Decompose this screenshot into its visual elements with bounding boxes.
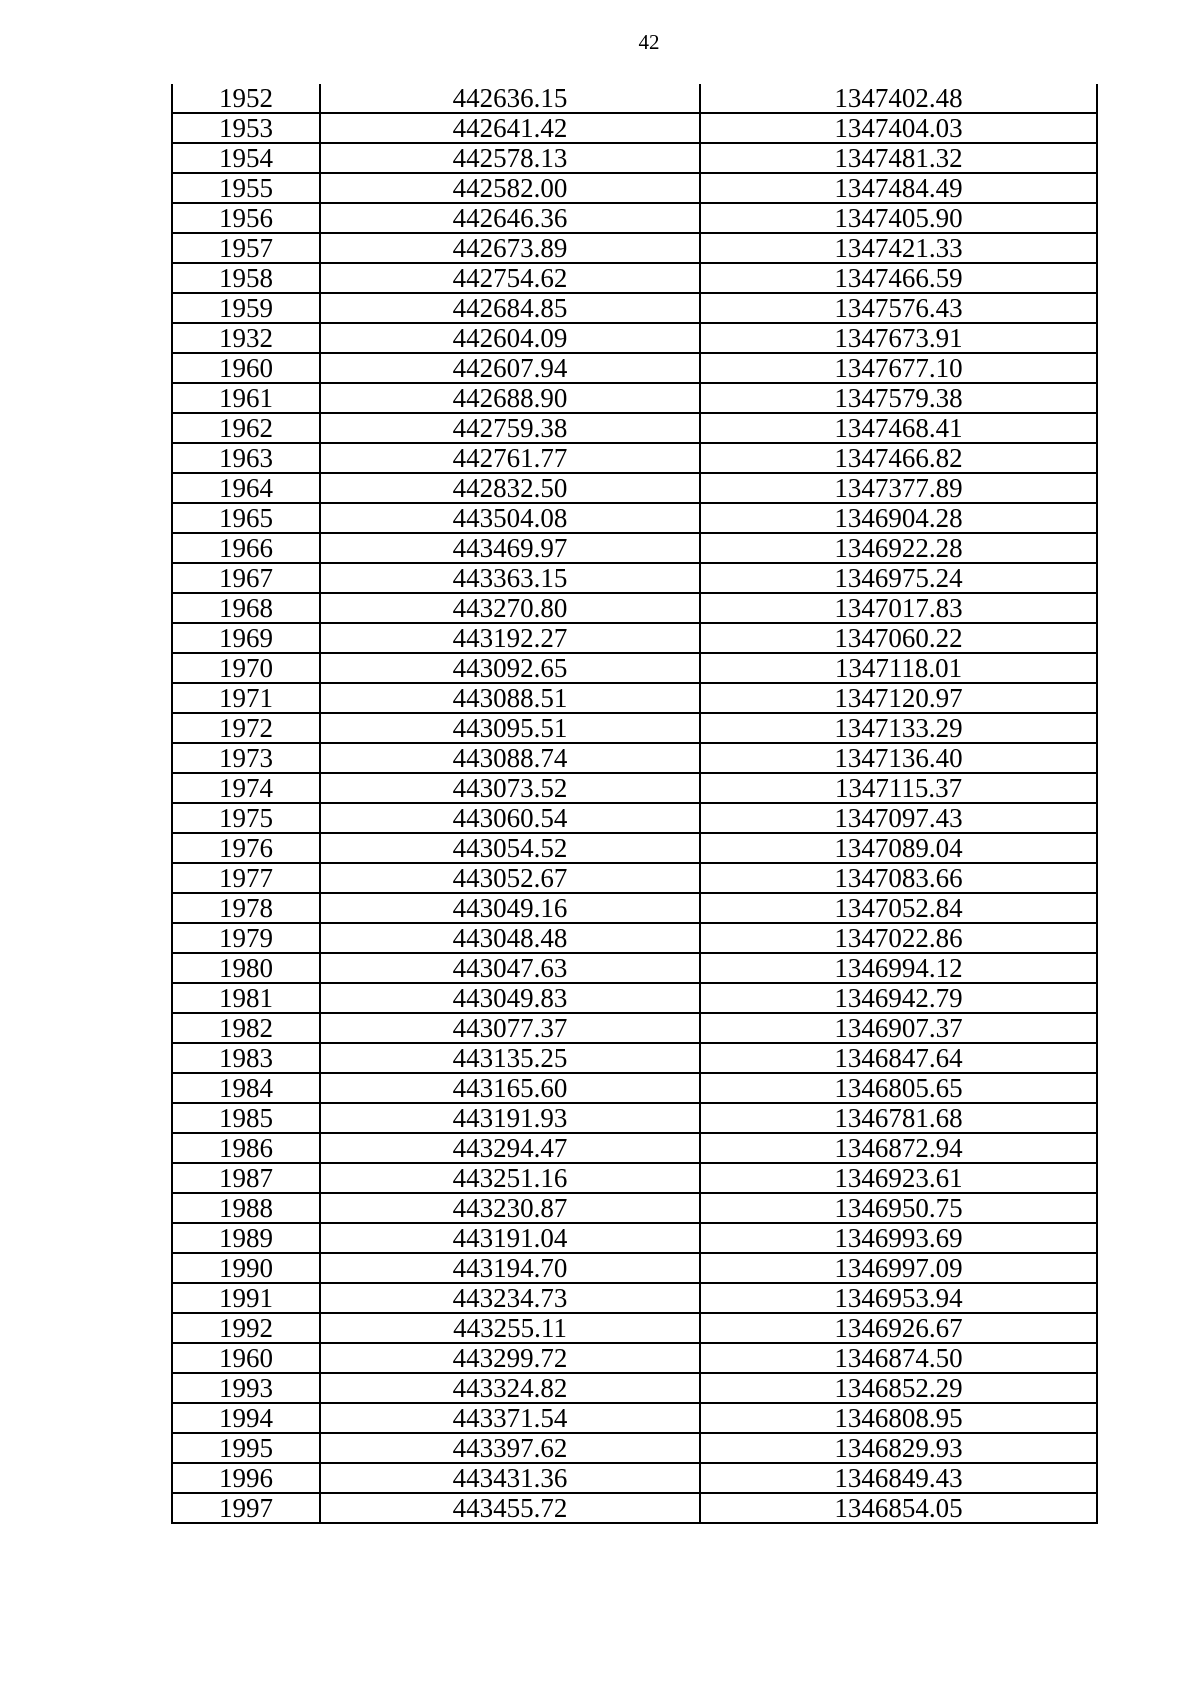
point-number-cell: 1981 xyxy=(172,983,320,1013)
table-row xyxy=(172,1373,1097,1403)
y-coordinate-cell: 1346852.29 xyxy=(700,1373,1097,1403)
y-coordinate-cell: 1347421.33 xyxy=(700,233,1097,263)
x-coordinate-cell: 443469.97 xyxy=(320,533,700,563)
x-coordinate-cell: 443299.72 xyxy=(320,1343,700,1373)
table-row xyxy=(172,143,1097,173)
table-row xyxy=(172,983,1097,1013)
y-coordinate-cell: 1346950.75 xyxy=(700,1193,1097,1223)
y-coordinate-cell: 1346872.94 xyxy=(700,1133,1097,1163)
x-coordinate-cell: 443251.16 xyxy=(320,1163,700,1193)
y-coordinate-cell: 1347481.32 xyxy=(700,143,1097,173)
point-number-cell: 1955 xyxy=(172,173,320,203)
x-coordinate-cell: 443095.51 xyxy=(320,713,700,743)
x-coordinate-cell: 443230.87 xyxy=(320,1193,700,1223)
x-coordinate-cell: 442641.42 xyxy=(320,113,700,143)
y-coordinate-cell: 1347060.22 xyxy=(700,623,1097,653)
table-row xyxy=(172,833,1097,863)
y-coordinate-cell: 1347083.66 xyxy=(700,863,1097,893)
point-number-cell: 1976 xyxy=(172,833,320,863)
table-row xyxy=(172,743,1097,773)
y-coordinate-cell: 1346854.05 xyxy=(700,1493,1097,1523)
coordinates-table-body xyxy=(172,84,1097,1523)
y-coordinate-cell: 1346923.61 xyxy=(700,1163,1097,1193)
table-row xyxy=(172,533,1097,563)
x-coordinate-cell: 443371.54 xyxy=(320,1403,700,1433)
table-row xyxy=(172,443,1097,473)
point-number-cell: 1975 xyxy=(172,803,320,833)
x-coordinate-cell: 443294.47 xyxy=(320,1133,700,1163)
point-number-cell: 1972 xyxy=(172,713,320,743)
point-number-cell: 1954 xyxy=(172,143,320,173)
y-coordinate-cell: 1347097.43 xyxy=(700,803,1097,833)
x-coordinate-cell: 443054.52 xyxy=(320,833,700,863)
point-number-cell: 1994 xyxy=(172,1403,320,1433)
point-number-cell: 1979 xyxy=(172,923,320,953)
point-number-cell: 1974 xyxy=(172,773,320,803)
x-coordinate-cell: 443255.11 xyxy=(320,1313,700,1343)
table-row xyxy=(172,233,1097,263)
point-number-cell: 1966 xyxy=(172,533,320,563)
y-coordinate-cell: 1347466.59 xyxy=(700,263,1097,293)
point-number-cell: 1961 xyxy=(172,383,320,413)
y-coordinate-cell: 1346922.28 xyxy=(700,533,1097,563)
y-coordinate-cell: 1346904.28 xyxy=(700,503,1097,533)
y-coordinate-cell: 1347133.29 xyxy=(700,713,1097,743)
y-coordinate-cell: 1346953.94 xyxy=(700,1283,1097,1313)
y-coordinate-cell: 1347022.86 xyxy=(700,923,1097,953)
y-coordinate-cell: 1347402.48 xyxy=(700,84,1097,113)
y-coordinate-cell: 1346942.79 xyxy=(700,983,1097,1013)
x-coordinate-cell: 443194.70 xyxy=(320,1253,700,1283)
table-row xyxy=(172,683,1097,713)
table-row xyxy=(172,863,1097,893)
x-coordinate-cell: 443431.36 xyxy=(320,1463,700,1493)
x-coordinate-cell: 443092.65 xyxy=(320,653,700,683)
point-number-cell: 1960 xyxy=(172,1343,320,1373)
point-number-cell: 1993 xyxy=(172,1373,320,1403)
y-coordinate-cell: 1347466.82 xyxy=(700,443,1097,473)
x-coordinate-cell: 443088.51 xyxy=(320,683,700,713)
y-coordinate-cell: 1347468.41 xyxy=(700,413,1097,443)
table-row xyxy=(172,713,1097,743)
point-number-cell: 1959 xyxy=(172,293,320,323)
table-row xyxy=(172,893,1097,923)
table-row xyxy=(172,203,1097,233)
table-row xyxy=(172,773,1097,803)
y-coordinate-cell: 1346805.65 xyxy=(700,1073,1097,1103)
x-coordinate-cell: 442578.13 xyxy=(320,143,700,173)
y-coordinate-cell: 1346847.64 xyxy=(700,1043,1097,1073)
table-row xyxy=(172,263,1097,293)
x-coordinate-cell: 443073.52 xyxy=(320,773,700,803)
x-coordinate-cell: 442754.62 xyxy=(320,263,700,293)
point-number-cell: 1953 xyxy=(172,113,320,143)
x-coordinate-cell: 442607.94 xyxy=(320,353,700,383)
table-row xyxy=(172,623,1097,653)
point-number-cell: 1983 xyxy=(172,1043,320,1073)
table-row xyxy=(172,1343,1097,1373)
table-row xyxy=(172,1103,1097,1133)
table-row xyxy=(172,173,1097,203)
y-coordinate-cell: 1346993.69 xyxy=(700,1223,1097,1253)
x-coordinate-cell: 442582.00 xyxy=(320,173,700,203)
y-coordinate-cell: 1346874.50 xyxy=(700,1343,1097,1373)
table-row xyxy=(172,923,1097,953)
x-coordinate-cell: 442688.90 xyxy=(320,383,700,413)
table-row xyxy=(172,1043,1097,1073)
y-coordinate-cell: 1347089.04 xyxy=(700,833,1097,863)
y-coordinate-cell: 1347576.43 xyxy=(700,293,1097,323)
page-number: 42 xyxy=(638,30,660,54)
y-coordinate-cell: 1347120.97 xyxy=(700,683,1097,713)
point-number-cell: 1987 xyxy=(172,1163,320,1193)
x-coordinate-cell: 443165.60 xyxy=(320,1073,700,1103)
y-coordinate-cell: 1347405.90 xyxy=(700,203,1097,233)
x-coordinate-cell: 443324.82 xyxy=(320,1373,700,1403)
y-coordinate-cell: 1347052.84 xyxy=(700,893,1097,923)
y-coordinate-cell: 1347484.49 xyxy=(700,173,1097,203)
x-coordinate-cell: 443060.54 xyxy=(320,803,700,833)
x-coordinate-cell: 443234.73 xyxy=(320,1283,700,1313)
point-number-cell: 1963 xyxy=(172,443,320,473)
x-coordinate-cell: 443077.37 xyxy=(320,1013,700,1043)
table-row xyxy=(172,1463,1097,1493)
point-number-cell: 1964 xyxy=(172,473,320,503)
table-row xyxy=(172,803,1097,833)
point-number-cell: 1956 xyxy=(172,203,320,233)
coordinates-table xyxy=(171,84,1098,1524)
point-number-cell: 1977 xyxy=(172,863,320,893)
point-number-cell: 1969 xyxy=(172,623,320,653)
x-coordinate-cell: 443191.04 xyxy=(320,1223,700,1253)
table-row xyxy=(172,563,1097,593)
x-coordinate-cell: 443270.80 xyxy=(320,593,700,623)
point-number-cell: 1982 xyxy=(172,1013,320,1043)
x-coordinate-cell: 443049.83 xyxy=(320,983,700,1013)
table-row xyxy=(172,503,1097,533)
point-number-cell: 1980 xyxy=(172,953,320,983)
x-coordinate-cell: 443088.74 xyxy=(320,743,700,773)
y-coordinate-cell: 1346997.09 xyxy=(700,1253,1097,1283)
y-coordinate-cell: 1347017.83 xyxy=(700,593,1097,623)
x-coordinate-cell: 442761.77 xyxy=(320,443,700,473)
point-number-cell: 1973 xyxy=(172,743,320,773)
point-number-cell: 1978 xyxy=(172,893,320,923)
point-number-cell: 1952 xyxy=(172,84,320,113)
table-row xyxy=(172,1493,1097,1523)
x-coordinate-cell: 442636.15 xyxy=(320,84,700,113)
y-coordinate-cell: 1347579.38 xyxy=(700,383,1097,413)
table-row xyxy=(172,113,1097,143)
y-coordinate-cell: 1346907.37 xyxy=(700,1013,1097,1043)
y-coordinate-cell: 1346926.67 xyxy=(700,1313,1097,1343)
x-coordinate-cell: 443052.67 xyxy=(320,863,700,893)
x-coordinate-cell: 443504.08 xyxy=(320,503,700,533)
point-number-cell: 1989 xyxy=(172,1223,320,1253)
y-coordinate-cell: 1347115.37 xyxy=(700,773,1097,803)
point-number-cell: 1962 xyxy=(172,413,320,443)
y-coordinate-cell: 1346781.68 xyxy=(700,1103,1097,1133)
y-coordinate-cell: 1347677.10 xyxy=(700,353,1097,383)
point-number-cell: 1967 xyxy=(172,563,320,593)
y-coordinate-cell: 1346849.43 xyxy=(700,1463,1097,1493)
x-coordinate-cell: 443047.63 xyxy=(320,953,700,983)
x-coordinate-cell: 443048.48 xyxy=(320,923,700,953)
point-number-cell: 1997 xyxy=(172,1493,320,1523)
point-number-cell: 1968 xyxy=(172,593,320,623)
table-row xyxy=(172,383,1097,413)
point-number-cell: 1990 xyxy=(172,1253,320,1283)
point-number-cell: 1995 xyxy=(172,1433,320,1463)
table-row xyxy=(172,293,1097,323)
table-row xyxy=(172,593,1097,623)
y-coordinate-cell: 1346808.95 xyxy=(700,1403,1097,1433)
table-row xyxy=(172,1283,1097,1313)
x-coordinate-cell: 443192.27 xyxy=(320,623,700,653)
table-row xyxy=(172,953,1097,983)
table-row xyxy=(172,653,1097,683)
y-coordinate-cell: 1347673.91 xyxy=(700,323,1097,353)
x-coordinate-cell: 443455.72 xyxy=(320,1493,700,1523)
point-number-cell: 1965 xyxy=(172,503,320,533)
y-coordinate-cell: 1346975.24 xyxy=(700,563,1097,593)
y-coordinate-cell: 1346829.93 xyxy=(700,1433,1097,1463)
table-row xyxy=(172,1223,1097,1253)
point-number-cell: 1992 xyxy=(172,1313,320,1343)
point-number-cell: 1986 xyxy=(172,1133,320,1163)
point-number-cell: 1991 xyxy=(172,1283,320,1313)
table-row xyxy=(172,1073,1097,1103)
x-coordinate-cell: 442832.50 xyxy=(320,473,700,503)
y-coordinate-cell: 1347136.40 xyxy=(700,743,1097,773)
x-coordinate-cell: 443049.16 xyxy=(320,893,700,923)
point-number-cell: 1958 xyxy=(172,263,320,293)
table-row xyxy=(172,1133,1097,1163)
x-coordinate-cell: 443397.62 xyxy=(320,1433,700,1463)
table-row xyxy=(172,1433,1097,1463)
point-number-cell: 1960 xyxy=(172,353,320,383)
x-coordinate-cell: 442759.38 xyxy=(320,413,700,443)
x-coordinate-cell: 443191.93 xyxy=(320,1103,700,1133)
point-number-cell: 1984 xyxy=(172,1073,320,1103)
y-coordinate-cell: 1347404.03 xyxy=(700,113,1097,143)
point-number-cell: 1988 xyxy=(172,1193,320,1223)
x-coordinate-cell: 442684.85 xyxy=(320,293,700,323)
table-row xyxy=(172,1013,1097,1043)
y-coordinate-cell: 1347118.01 xyxy=(700,653,1097,683)
x-coordinate-cell: 442604.09 xyxy=(320,323,700,353)
point-number-cell: 1970 xyxy=(172,653,320,683)
point-number-cell: 1985 xyxy=(172,1103,320,1133)
x-coordinate-cell: 443135.25 xyxy=(320,1043,700,1073)
point-number-cell: 1957 xyxy=(172,233,320,263)
table-row xyxy=(172,1313,1097,1343)
table-row xyxy=(172,353,1097,383)
x-coordinate-cell: 442646.36 xyxy=(320,203,700,233)
table-row xyxy=(172,1193,1097,1223)
y-coordinate-cell: 1346994.12 xyxy=(700,953,1097,983)
x-coordinate-cell: 443363.15 xyxy=(320,563,700,593)
table-row xyxy=(172,473,1097,503)
table-row xyxy=(172,413,1097,443)
table-row xyxy=(172,1163,1097,1193)
x-coordinate-cell: 442673.89 xyxy=(320,233,700,263)
point-number-cell: 1932 xyxy=(172,323,320,353)
table-row xyxy=(172,323,1097,353)
y-coordinate-cell: 1347377.89 xyxy=(700,473,1097,503)
table-row xyxy=(172,1403,1097,1433)
table-row xyxy=(172,84,1097,113)
table-row xyxy=(172,1253,1097,1283)
point-number-cell: 1996 xyxy=(172,1463,320,1493)
point-number-cell: 1971 xyxy=(172,683,320,713)
